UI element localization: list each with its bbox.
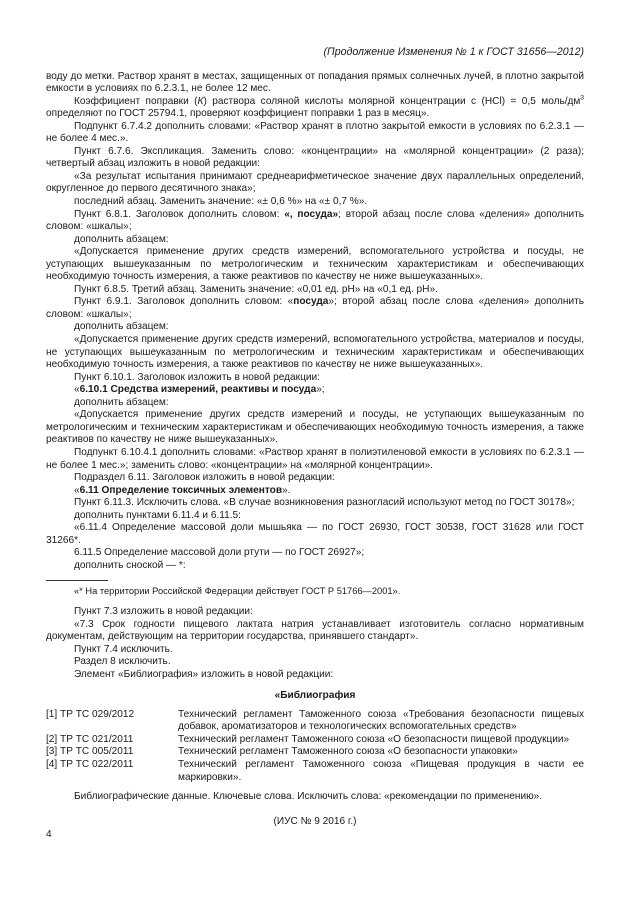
paragraph: дополнить абзацем: — [74, 396, 169, 408]
bibliography-code: [3] ТР ТС 005/2011 — [46, 746, 134, 758]
paragraph: Раздел 8 исключить. — [74, 656, 171, 668]
bibliography-code: [1] ТР ТС 029/2012 — [46, 708, 135, 720]
bibliography-item — [46, 734, 584, 747]
bibliography-list — [46, 709, 584, 784]
paragraph: последний абзац. Заменить значение: «± 0,6 %» на «± 0,7 %». — [74, 196, 368, 208]
paragraph: воду до метки. Раствор хранят в местах, защищенных от попадания прямых солнечных лучей, в плотно закрытой емкости в условиях по 6.2.3.1, не более 12 мес. — [46, 70, 584, 95]
paragraph: «7.3 Срок годности пищевого лактата натрия устанавливает изготовитель согласно нормативным документам, действующим на территории государства, принявшего стандарт». — [46, 618, 584, 643]
bibliography-text: Технический регламент Таможенного союза «Требования безопасности пищевых добавок, ароматизаторов и технологических вспомогательных средств» — [178, 708, 584, 733]
paragraph: Пункт 6.7.6. Экспликация. Заменить слово: «концентрации» на «молярной концентрации» (2 раза); четвертый абзац изложить в новой редакции: — [46, 145, 584, 170]
paragraph: 6.11.5 Определение массовой доли ртути — по ГОСТ 26927»; — [74, 547, 365, 559]
paragraph: дополнить пунктами 6.11.4 и 6.11.5: — [74, 509, 241, 521]
bibliography-item — [46, 746, 584, 759]
paragraph: Пункт 6.9.1. Заголовок дополнить словом: «посуда»; второй абзац после слова «деления» дополнить словом: «шкалы»; — [46, 296, 584, 320]
paragraph: «6.10.1 Средства измерений, реактивы и посуда»; — [74, 384, 325, 396]
paragraph: Пункт 7.4 исключить. — [74, 643, 173, 655]
paragraph: «6.11 Определение токсичных элементов». — [74, 484, 291, 496]
paragraph: «Допускается применение других средств измерений, вспомогательного устройства, материалов и посуды, не уступающих вышеуказанным по метрологическим и техническим характеристикам и обеспечивающих необходимую точность измерения, а также реактивов по качеству не ниже вышеуказанных». — [46, 334, 584, 371]
document-page — [46, 46, 584, 828]
paragraph: Подпункт 6.7.4.2 дополнить словами: «Раствор хранят в плотно закрытой емкости в условиях по 6.2.3.1 — не более 4 мес.». — [46, 120, 584, 145]
paragraph: Подпункт 6.10.4.1 дополнить словами: «Раствор хранят в полиэтиленовой емкости в условиях по 6.2.3.1 — не более 1 мес.»; заменить слово: «концентрации» на «молярной концентрации». — [46, 446, 584, 471]
bibliography-text: Технический регламент Таможенного союза «Пищевая продукция в части ее маркировки». — [178, 758, 584, 783]
paragraph: Коэффициент поправки (К) раствора соляной кислоты молярной концентрации с (HCl) = 0,5 моль/$дм^3$ определяют по ГОСТ 25794.1, проверяют коэффициент поправки 1 раз в месяц». — [46, 94, 584, 120]
paragraph: дополнить абзацем: — [74, 321, 169, 333]
bibliographic-data-note: Библиографические данные. Ключевые слова. Исключить слова: «рекомендации по применению». — [74, 791, 543, 803]
footnote-divider — [46, 580, 108, 581]
bibliography-title: «Библиография — [274, 690, 356, 702]
page-header: (Продолжение Изменения № 1 к ГОСТ 31656—2012) — [323, 46, 584, 58]
bibliography-item — [46, 709, 584, 734]
paragraph: дополнить сноской — *: — [74, 559, 186, 571]
paragraph: «Допускается применение других средств измерений, вспомогательного устройства и посуды, не уступающих вышеуказанным по метрологическим и техническим характеристикам и обеспечивающих необходимую точность измерения, а также реактивов по качеству не ниже вышеуказанных». — [46, 246, 584, 283]
bibliography-code: [2] ТР ТС 021/2011 — [46, 733, 134, 745]
bibliography-code: [4] ТР ТС 022/2011 — [46, 758, 134, 770]
paragraph: «За результат испытания принимают среднеарифметическое значение двух параллельных определений, округленное до первого десятичного знака»; — [46, 170, 584, 195]
footnote: «* На территории Российской Федерации действует ГОСТ Р 51766—2001». — [74, 586, 401, 597]
paragraph: Пункт 6.8.1. Заголовок дополнить словом: «, посуда»; второй абзац после слова «деления» дополнить словом: «шкалы»; — [46, 208, 584, 233]
paragraph: «Допускается применение других средств измерений и посуды, не уступающих вышеуказанным по метрологическим и техническим характеристикам и обеспечивающих необходимую точность измерения, а также реактивов по качеству не ниже вышеуказанных». — [46, 409, 584, 446]
paragraph: Пункт 6.11.3. Исключить слова. «В случае возникновения разногласий используют метод по ГОСТ 30178»; — [74, 497, 575, 509]
page-number: 4 — [46, 829, 52, 840]
bibliography-text: Технический регламент Таможенного союза «О безопасности пищевой продукции» — [178, 733, 570, 745]
paragraph: Элемент «Библиография» изложить в новой редакции: — [74, 668, 334, 680]
paragraph: Пункт 7.3 изложить в новой редакции: — [74, 605, 253, 617]
bibliography-text: Технический регламент Таможенного союза «О безопасности упаковки» — [178, 746, 518, 758]
paragraph: «6.11.4 Определение массовой доли мышьяка — по ГОСТ 26930, ГОСТ 30538, ГОСТ 31628 или ГОСТ 31266*. — [46, 522, 584, 546]
paragraph: Подраздел 6.11. Заголовок изложить в новой редакции: — [74, 472, 335, 484]
paragraph: Пункт 6.10.1. Заголовок изложить в новой редакции: — [74, 371, 320, 383]
paragraph: Пункт 6.8.5. Третий абзац. Заменить значение: «0,01 ед. pH» на «0,1 ед. pH». — [74, 283, 438, 295]
bibliography-item — [46, 759, 584, 784]
paragraph: дополнить абзацем: — [74, 233, 169, 245]
ius-reference: (ИУС № 9 2016 г.) — [273, 815, 357, 827]
